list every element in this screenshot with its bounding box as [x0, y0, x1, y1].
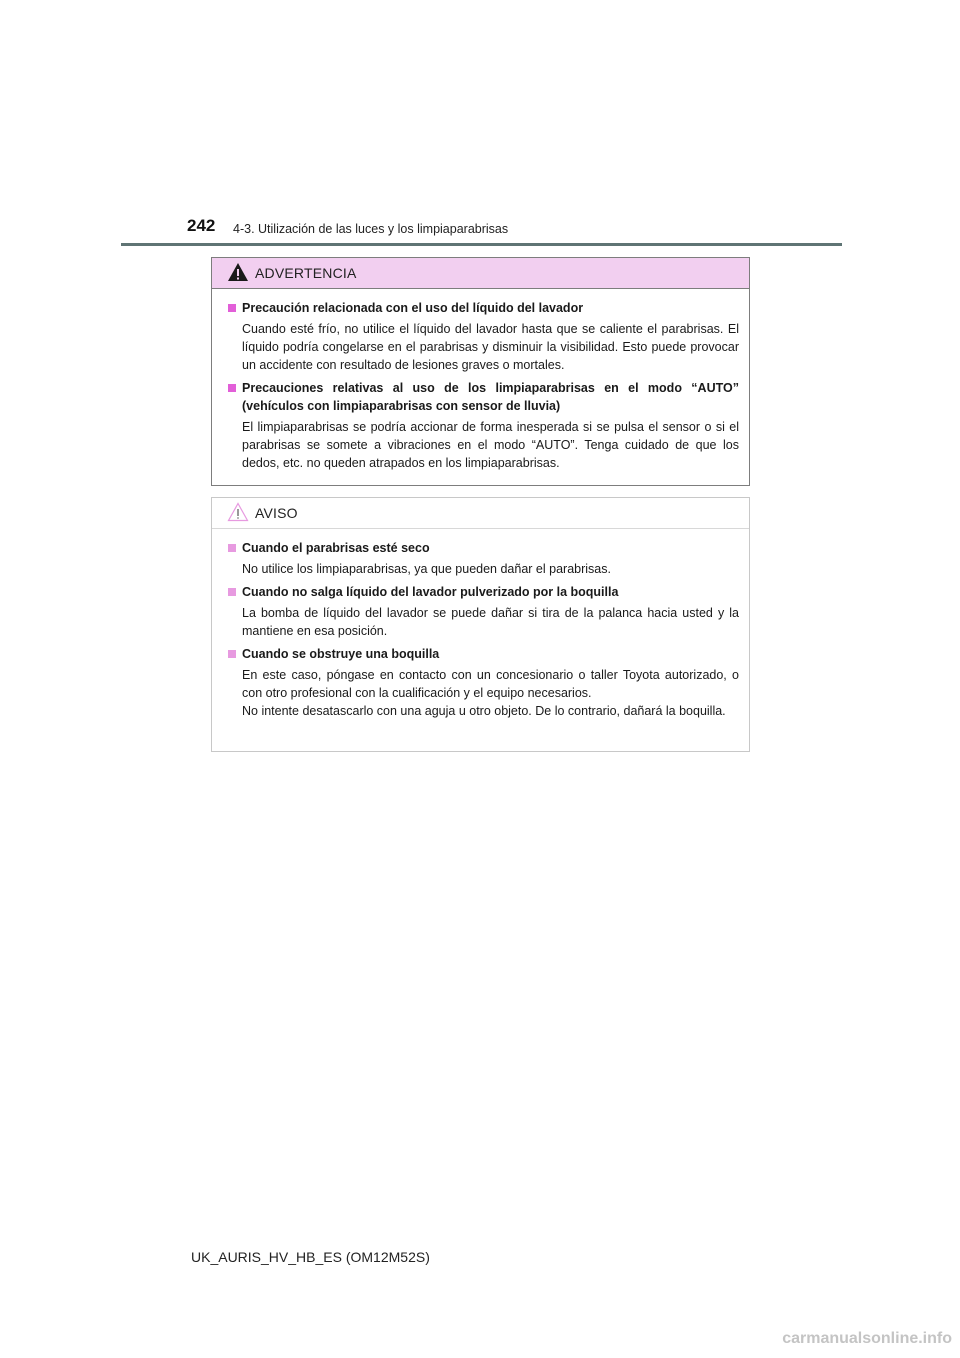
page-header: [0, 0, 960, 250]
notice-label: AVISO: [255, 505, 298, 521]
notice-item: [228, 645, 739, 720]
notice-item-text: No intente desatascarlo con una aguja u otro objeto. De lo contrario, dañará la boquilla.: [242, 704, 726, 718]
page-number: 242: [187, 216, 216, 235]
notice-item-text: No utilice los limpiaparabrisas, ya que pueden dañar el parabrisas.: [242, 562, 611, 576]
warning-item: [228, 299, 739, 374]
watermark: carmanualsonline.info: [782, 1330, 952, 1347]
square-bullet-icon: [228, 650, 236, 658]
warning-item-text: Cuando esté frío, no utilice el líquido del lavador hasta que se caliente el parabrisas. El líquido podría congelarse en el parabrisas y disminuir la visibilidad. Esto puede provocar un accidente con resultado de lesiones graves o mortales.: [242, 322, 739, 372]
section-title: 4-3. Utilización de las luces y los limpiaparabrisas: [233, 222, 509, 236]
notice-item-text: En este caso, póngase en contacto con un concesionario o taller Toyota autorizado, o con otro profesional con la cualificación y el equipo necesarios.: [242, 668, 739, 700]
square-bullet-icon: [228, 588, 236, 596]
notice-item: [228, 583, 739, 640]
notice-item-text: La bomba de líquido del lavador se puede dañar si tira de la palanca hacia usted y la mantiene en esa posición.: [242, 606, 739, 638]
header-divider: [121, 243, 842, 246]
warning-label: ADVERTENCIA: [255, 265, 357, 281]
warning-box: [211, 257, 750, 486]
square-bullet-icon: [228, 384, 236, 392]
warning-header: [212, 258, 749, 289]
warning-item-title: Precauciones relativas al uso de los limpiaparabrisas en el modo “AUTO” (vehículos con limpiaparabrisas con sensor de lluvia): [242, 381, 739, 413]
notice-item-title: Cuando el parabrisas esté seco: [242, 541, 430, 555]
warning-item-title: Precaución relacionada con el uso del líquido del lavador: [242, 301, 584, 315]
square-bullet-icon: [228, 544, 236, 552]
notice-item-title: Cuando se obstruye una boquilla: [242, 647, 440, 661]
caution-outline-triangle-icon: [227, 502, 249, 522]
notice-item-title: Cuando no salga líquido del lavador pulverizado por la boquilla: [242, 585, 619, 599]
document-code: UK_AURIS_HV_HB_ES (OM12M52S): [191, 1249, 430, 1265]
warning-triangle-icon: [227, 262, 249, 282]
notice-item: [228, 539, 739, 578]
notice-box: [211, 497, 750, 752]
square-bullet-icon: [228, 304, 236, 312]
notice-header: [212, 498, 749, 529]
warning-item: [228, 379, 739, 472]
warning-item-text: El limpiaparabrisas se podría accionar de forma inesperada si se pulsa el sensor o si el parabrisas se somete a vibraciones en el modo “AUTO”. Tenga cuidado de que los dedos, etc. no queden atrapados en los limpiaparabrisas.: [242, 420, 739, 470]
